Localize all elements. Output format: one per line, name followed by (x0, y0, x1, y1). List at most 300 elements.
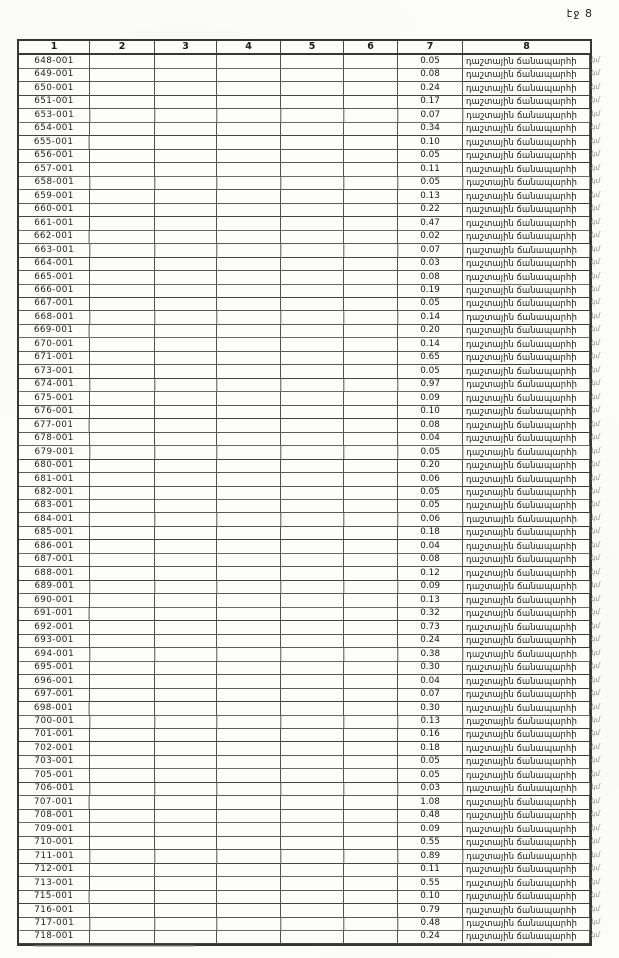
empty-cell (90, 432, 155, 446)
length-value-cell: 0.05 (398, 365, 463, 379)
empty-cell (217, 271, 281, 285)
empty-cell (217, 163, 281, 177)
table-row (19, 297, 600, 310)
margin-note: կմ (591, 150, 600, 159)
empty-cell (344, 297, 398, 311)
empty-cell (217, 473, 281, 487)
parcel-id-cell: 671-001 (19, 351, 90, 365)
margin-note: կմ (591, 298, 600, 307)
empty-cell (217, 419, 281, 433)
empty-cell (344, 526, 398, 540)
empty-cell (90, 351, 155, 365)
length-value-cell: 0.05 (398, 486, 463, 500)
empty-cell (217, 742, 281, 756)
margin-note: կմ (591, 513, 601, 522)
empty-cell (281, 755, 344, 769)
parcel-id-cell: 697-001 (19, 688, 90, 702)
empty-cell (344, 769, 398, 783)
table-row (19, 877, 600, 890)
length-value-cell: 0.19 (398, 284, 463, 298)
empty-cell (90, 702, 155, 716)
empty-cell (281, 176, 344, 190)
empty-cell (344, 823, 398, 837)
empty-cell (90, 446, 155, 460)
empty-cell (344, 284, 398, 298)
land-use-cell: դաշտային ճանապարհի (463, 796, 590, 810)
land-use-cell: դաշտային ճանապարհի (463, 176, 590, 190)
margin-note: կմ (591, 635, 600, 644)
empty-cell (281, 459, 344, 473)
empty-cell (344, 163, 398, 177)
empty-cell (344, 217, 398, 231)
table-row (19, 809, 600, 822)
parcel-id-cell: 708-001 (19, 809, 90, 823)
empty-cell (155, 257, 217, 271)
parcel-id-cell: 667-001 (19, 297, 90, 311)
empty-cell (90, 567, 155, 581)
empty-cell (344, 580, 398, 594)
parcel-id-cell: 656-001 (19, 149, 90, 163)
table-row (19, 203, 600, 216)
margin-note: կմ (591, 621, 600, 630)
empty-cell (281, 149, 344, 163)
empty-cell (281, 769, 344, 783)
margin-note: կմ (591, 109, 601, 118)
parcel-id-cell: 698-001 (19, 702, 90, 716)
empty-cell (90, 338, 155, 352)
empty-cell (217, 499, 281, 513)
margin-note: կմ (591, 715, 601, 724)
empty-cell (281, 163, 344, 177)
empty-cell (217, 122, 281, 136)
margin-note: կմ (591, 258, 600, 267)
table-row (19, 55, 600, 68)
empty-cell (281, 95, 344, 109)
empty-cell (281, 850, 344, 864)
parcel-id-cell: 659-001 (19, 190, 90, 204)
empty-cell (344, 675, 398, 689)
margin-note: կմ (591, 891, 600, 900)
empty-cell (155, 176, 217, 190)
empty-cell (155, 95, 217, 109)
parcel-id-cell: 668-001 (19, 311, 90, 325)
empty-cell (90, 271, 155, 285)
margin-note: կմ (591, 796, 600, 805)
margin-note: կմ (591, 123, 600, 132)
length-value-cell: 0.09 (398, 823, 463, 837)
land-use-cell: դաշտային ճանապարհի (463, 526, 590, 540)
length-value-cell: 1.08 (398, 796, 463, 810)
land-use-cell: դաշտային ճանապարհի (463, 540, 590, 554)
empty-cell (344, 365, 398, 379)
empty-cell (155, 284, 217, 298)
margin-note: կմ (591, 446, 601, 455)
empty-cell (281, 930, 344, 944)
margin-note: կմ (591, 177, 601, 186)
empty-cell (344, 446, 398, 460)
empty-cell (217, 244, 281, 258)
table-row (19, 499, 600, 512)
length-value-cell: 0.47 (398, 217, 463, 231)
empty-cell (217, 648, 281, 662)
margin-note: կմ (591, 96, 600, 105)
land-use-cell: դաշտային ճանապարհի (463, 890, 590, 904)
empty-cell (155, 648, 217, 662)
empty-cell (281, 244, 344, 258)
empty-cell (90, 244, 155, 258)
empty-cell (281, 607, 344, 621)
land-use-cell: դաշտային ճանապարհի (463, 904, 590, 918)
column-header: 8 (523, 41, 530, 52)
empty-cell (90, 82, 155, 96)
length-value-cell: 0.20 (398, 459, 463, 473)
table-row (19, 271, 600, 284)
empty-cell (155, 675, 217, 689)
length-value-cell: 0.05 (398, 446, 463, 460)
land-use-cell: դաշտային ճանապարհի (463, 688, 590, 702)
empty-cell (217, 338, 281, 352)
empty-cell (281, 217, 344, 231)
land-use-cell: դաշտային ճանապարհի (463, 324, 590, 338)
empty-cell (217, 567, 281, 581)
land-use-cell: դաշտային ճանապարհի (463, 513, 590, 527)
margin-note: կմ (591, 69, 600, 78)
land-use-cell: դաշտային ճանապարհի (463, 930, 590, 944)
parcel-id-cell: 687-001 (19, 553, 90, 567)
table-row (19, 863, 600, 876)
empty-cell (90, 176, 155, 190)
empty-cell (281, 230, 344, 244)
empty-cell (155, 904, 217, 918)
empty-cell (344, 715, 398, 729)
empty-cell (90, 486, 155, 500)
table-row (19, 836, 600, 849)
empty-cell (217, 621, 281, 635)
empty-cell (90, 297, 155, 311)
land-use-cell: դաշտային ճանապարհի (463, 55, 590, 69)
empty-cell (281, 702, 344, 716)
land-use-cell: դաշտային ճանապարհի (463, 499, 590, 513)
margin-note: կմ (591, 689, 600, 698)
empty-cell (281, 432, 344, 446)
land-use-cell: դաշտային ճանապարհի (463, 244, 590, 258)
empty-cell (155, 877, 217, 891)
parcel-id-cell: 701-001 (19, 728, 90, 742)
empty-cell (155, 850, 217, 864)
empty-cell (155, 297, 217, 311)
length-value-cell: 0.30 (398, 702, 463, 716)
length-value-cell: 0.14 (398, 338, 463, 352)
empty-cell (281, 715, 344, 729)
empty-cell (90, 782, 155, 796)
length-value-cell: 0.89 (398, 850, 463, 864)
empty-cell (217, 176, 281, 190)
empty-cell (90, 149, 155, 163)
empty-cell (344, 850, 398, 864)
empty-cell (217, 378, 281, 392)
table-row (19, 109, 601, 122)
table-row (19, 324, 600, 337)
land-use-cell: դաշտային ճանապարհի (463, 136, 590, 150)
empty-cell (281, 621, 344, 635)
length-value-cell: 0.14 (398, 311, 463, 325)
empty-cell (344, 203, 398, 217)
parcel-id-cell: 684-001 (19, 513, 90, 527)
table-row (19, 163, 600, 176)
empty-cell (155, 324, 217, 338)
table-row (19, 607, 600, 620)
length-value-cell: 0.34 (398, 122, 463, 136)
margin-note: կմ (591, 904, 600, 913)
margin-note: կմ (591, 662, 600, 671)
margin-note: կմ (591, 325, 600, 334)
land-use-cell: դաշտային ճանապարհի (463, 122, 590, 136)
land-use-cell: դաշտային ճանապարհի (463, 230, 590, 244)
empty-cell (217, 190, 281, 204)
table-row (19, 648, 601, 661)
table-row (19, 553, 600, 566)
length-value-cell: 0.18 (398, 526, 463, 540)
length-value-cell: 0.13 (398, 190, 463, 204)
parcel-id-cell: 654-001 (19, 122, 90, 136)
empty-cell (217, 634, 281, 648)
land-use-cell: դաշտային ճանապարհի (463, 217, 590, 231)
parcel-id-cell: 680-001 (19, 459, 90, 473)
length-value-cell: 0.11 (398, 163, 463, 177)
empty-cell (281, 446, 344, 460)
empty-cell (344, 836, 398, 850)
empty-cell (155, 365, 217, 379)
margin-note: կմ (591, 460, 600, 469)
land-use-cell: դաշտային ճանապարհի (463, 203, 590, 217)
land-use-cell: դաշտային ճանապարհի (463, 877, 590, 891)
empty-cell (155, 486, 217, 500)
column-header: 2 (90, 41, 155, 53)
page-number-label: էջ 8 (566, 7, 593, 20)
length-value-cell: 0.11 (398, 863, 463, 877)
empty-cell (344, 486, 398, 500)
empty-cell (281, 513, 344, 527)
table-row (19, 244, 601, 257)
empty-cell (155, 742, 217, 756)
empty-cell (344, 904, 398, 918)
length-value-cell: 0.30 (398, 661, 463, 675)
empty-cell (155, 163, 217, 177)
empty-cell (90, 95, 155, 109)
empty-cell (344, 459, 398, 473)
empty-cell (281, 203, 344, 217)
empty-cell (90, 877, 155, 891)
scan-artifact (34, 945, 194, 947)
empty-cell (217, 823, 281, 837)
empty-cell (281, 904, 344, 918)
land-use-cell: դաշտային ճանապարհի (463, 621, 590, 635)
empty-cell (90, 459, 155, 473)
land-use-cell: դաշտային ճանապարհի (463, 432, 590, 446)
empty-cell (344, 728, 398, 742)
margin-note: կմ (591, 648, 601, 657)
empty-cell (155, 836, 217, 850)
margin-note: կմ (591, 392, 600, 401)
length-value-cell: 0.48 (398, 809, 463, 823)
empty-cell (217, 755, 281, 769)
table-body (19, 55, 601, 944)
empty-cell (217, 432, 281, 446)
length-value-cell: 0.04 (398, 675, 463, 689)
empty-cell (344, 338, 398, 352)
empty-cell (281, 486, 344, 500)
parcel-id-cell: 666-001 (19, 284, 90, 298)
land-use-cell: դաշտային ճանապարհի (463, 648, 590, 662)
empty-cell (155, 702, 217, 716)
empty-cell (281, 648, 344, 662)
empty-cell (217, 513, 281, 527)
table-row (19, 742, 600, 755)
empty-cell (281, 917, 344, 931)
parcel-id-cell: 691-001 (19, 607, 90, 621)
empty-cell (217, 405, 281, 419)
margin-note: կմ (591, 837, 600, 846)
empty-cell (90, 284, 155, 298)
empty-cell (155, 728, 217, 742)
empty-cell (155, 203, 217, 217)
table-row (19, 526, 600, 539)
empty-cell (155, 55, 217, 69)
table-row (19, 257, 600, 270)
margin-note: կմ (591, 581, 601, 590)
empty-cell (281, 688, 344, 702)
table-row (19, 68, 600, 81)
empty-cell (90, 540, 155, 554)
land-use-cell: դաշտային ճանապարհի (463, 271, 590, 285)
empty-cell (155, 930, 217, 944)
empty-cell (155, 755, 217, 769)
parcel-id-cell: 673-001 (19, 365, 90, 379)
parcel-id-cell: 710-001 (19, 836, 90, 850)
length-value-cell: 0.17 (398, 95, 463, 109)
length-value-cell: 0.05 (398, 499, 463, 513)
margin-note: կմ (591, 419, 600, 428)
empty-cell (281, 594, 344, 608)
parcel-id-cell: 709-001 (19, 823, 90, 837)
empty-cell (217, 136, 281, 150)
empty-cell (281, 405, 344, 419)
margin-note: կմ (591, 190, 600, 199)
land-use-cell: դաշտային ճանապարհի (463, 338, 590, 352)
length-value-cell: 0.24 (398, 634, 463, 648)
empty-cell (217, 809, 281, 823)
empty-cell (344, 149, 398, 163)
empty-cell (155, 526, 217, 540)
margin-note: կմ (591, 338, 600, 347)
margin-note: կմ (591, 352, 600, 361)
empty-cell (344, 244, 398, 258)
parcel-id-cell: 683-001 (19, 499, 90, 513)
empty-cell (344, 634, 398, 648)
empty-cell (217, 675, 281, 689)
empty-cell (155, 217, 217, 231)
table-row (19, 82, 600, 95)
parcel-id-cell: 696-001 (19, 675, 90, 689)
land-use-cell: դաշտային ճանապարհի (463, 782, 590, 796)
empty-cell (281, 257, 344, 271)
land-use-cell: դաշտային ճանապարհի (463, 850, 590, 864)
parcel-id-cell: 661-001 (19, 217, 90, 231)
parcel-id-cell: 702-001 (19, 742, 90, 756)
empty-cell (281, 419, 344, 433)
empty-cell (281, 297, 344, 311)
land-use-cell: դաշտային ճանապարհի (463, 755, 590, 769)
parcel-id-cell: 662-001 (19, 230, 90, 244)
table-row (19, 446, 601, 459)
empty-cell (344, 122, 398, 136)
empty-cell (155, 634, 217, 648)
empty-cell (90, 755, 155, 769)
margin-note: կմ (591, 742, 600, 751)
table-row (19, 567, 600, 580)
column-header: 7 (398, 41, 463, 53)
land-use-cell: դաշտային ճանապարհի (463, 553, 590, 567)
length-value-cell: 0.06 (398, 473, 463, 487)
land-use-cell: դաշտային ճանապարհի (463, 459, 590, 473)
empty-cell (281, 55, 344, 69)
length-value-cell: 0.24 (398, 930, 463, 944)
table-row (19, 930, 600, 943)
table-row (19, 917, 601, 930)
parcel-id-cell: 716-001 (19, 904, 90, 918)
empty-cell (155, 715, 217, 729)
land-use-cell: դաշտային ճանապարհի (463, 634, 590, 648)
length-value-cell: 0.18 (398, 742, 463, 756)
margin-note: կմ (591, 487, 600, 495)
empty-cell (281, 540, 344, 554)
empty-cell (217, 149, 281, 163)
margin-note: կմ (591, 594, 600, 603)
empty-cell (155, 594, 217, 608)
column-header: 6 (344, 41, 398, 53)
table-row (19, 755, 600, 768)
table-row (19, 149, 600, 162)
parcel-id-cell: 707-001 (19, 796, 90, 810)
margin-note: կմ (591, 608, 600, 617)
empty-cell (155, 351, 217, 365)
land-use-cell: դաշտային ճանապարհի (463, 109, 590, 123)
parcel-id-cell: 663-001 (19, 244, 90, 258)
length-value-cell: 0.04 (398, 540, 463, 554)
empty-cell (281, 311, 344, 325)
margin-note: կմ (591, 540, 600, 549)
empty-cell (90, 311, 155, 325)
margin-note: կմ (591, 231, 600, 240)
parcel-id-cell: 669-001 (19, 324, 90, 338)
empty-cell (217, 782, 281, 796)
length-value-cell: 0.05 (398, 769, 463, 783)
parcel-id-cell: 711-001 (19, 850, 90, 864)
parcel-id-cell: 692-001 (19, 621, 90, 635)
table-row (19, 405, 600, 418)
empty-cell (281, 890, 344, 904)
length-value-cell: 0.05 (398, 755, 463, 769)
empty-cell (344, 621, 398, 635)
parcel-id-cell: 703-001 (19, 755, 90, 769)
empty-cell (155, 769, 217, 783)
empty-cell (344, 257, 398, 271)
table-row (19, 688, 600, 701)
empty-cell (217, 392, 281, 406)
empty-cell (90, 122, 155, 136)
length-value-cell: 0.07 (398, 109, 463, 123)
length-value-cell: 0.10 (398, 136, 463, 150)
